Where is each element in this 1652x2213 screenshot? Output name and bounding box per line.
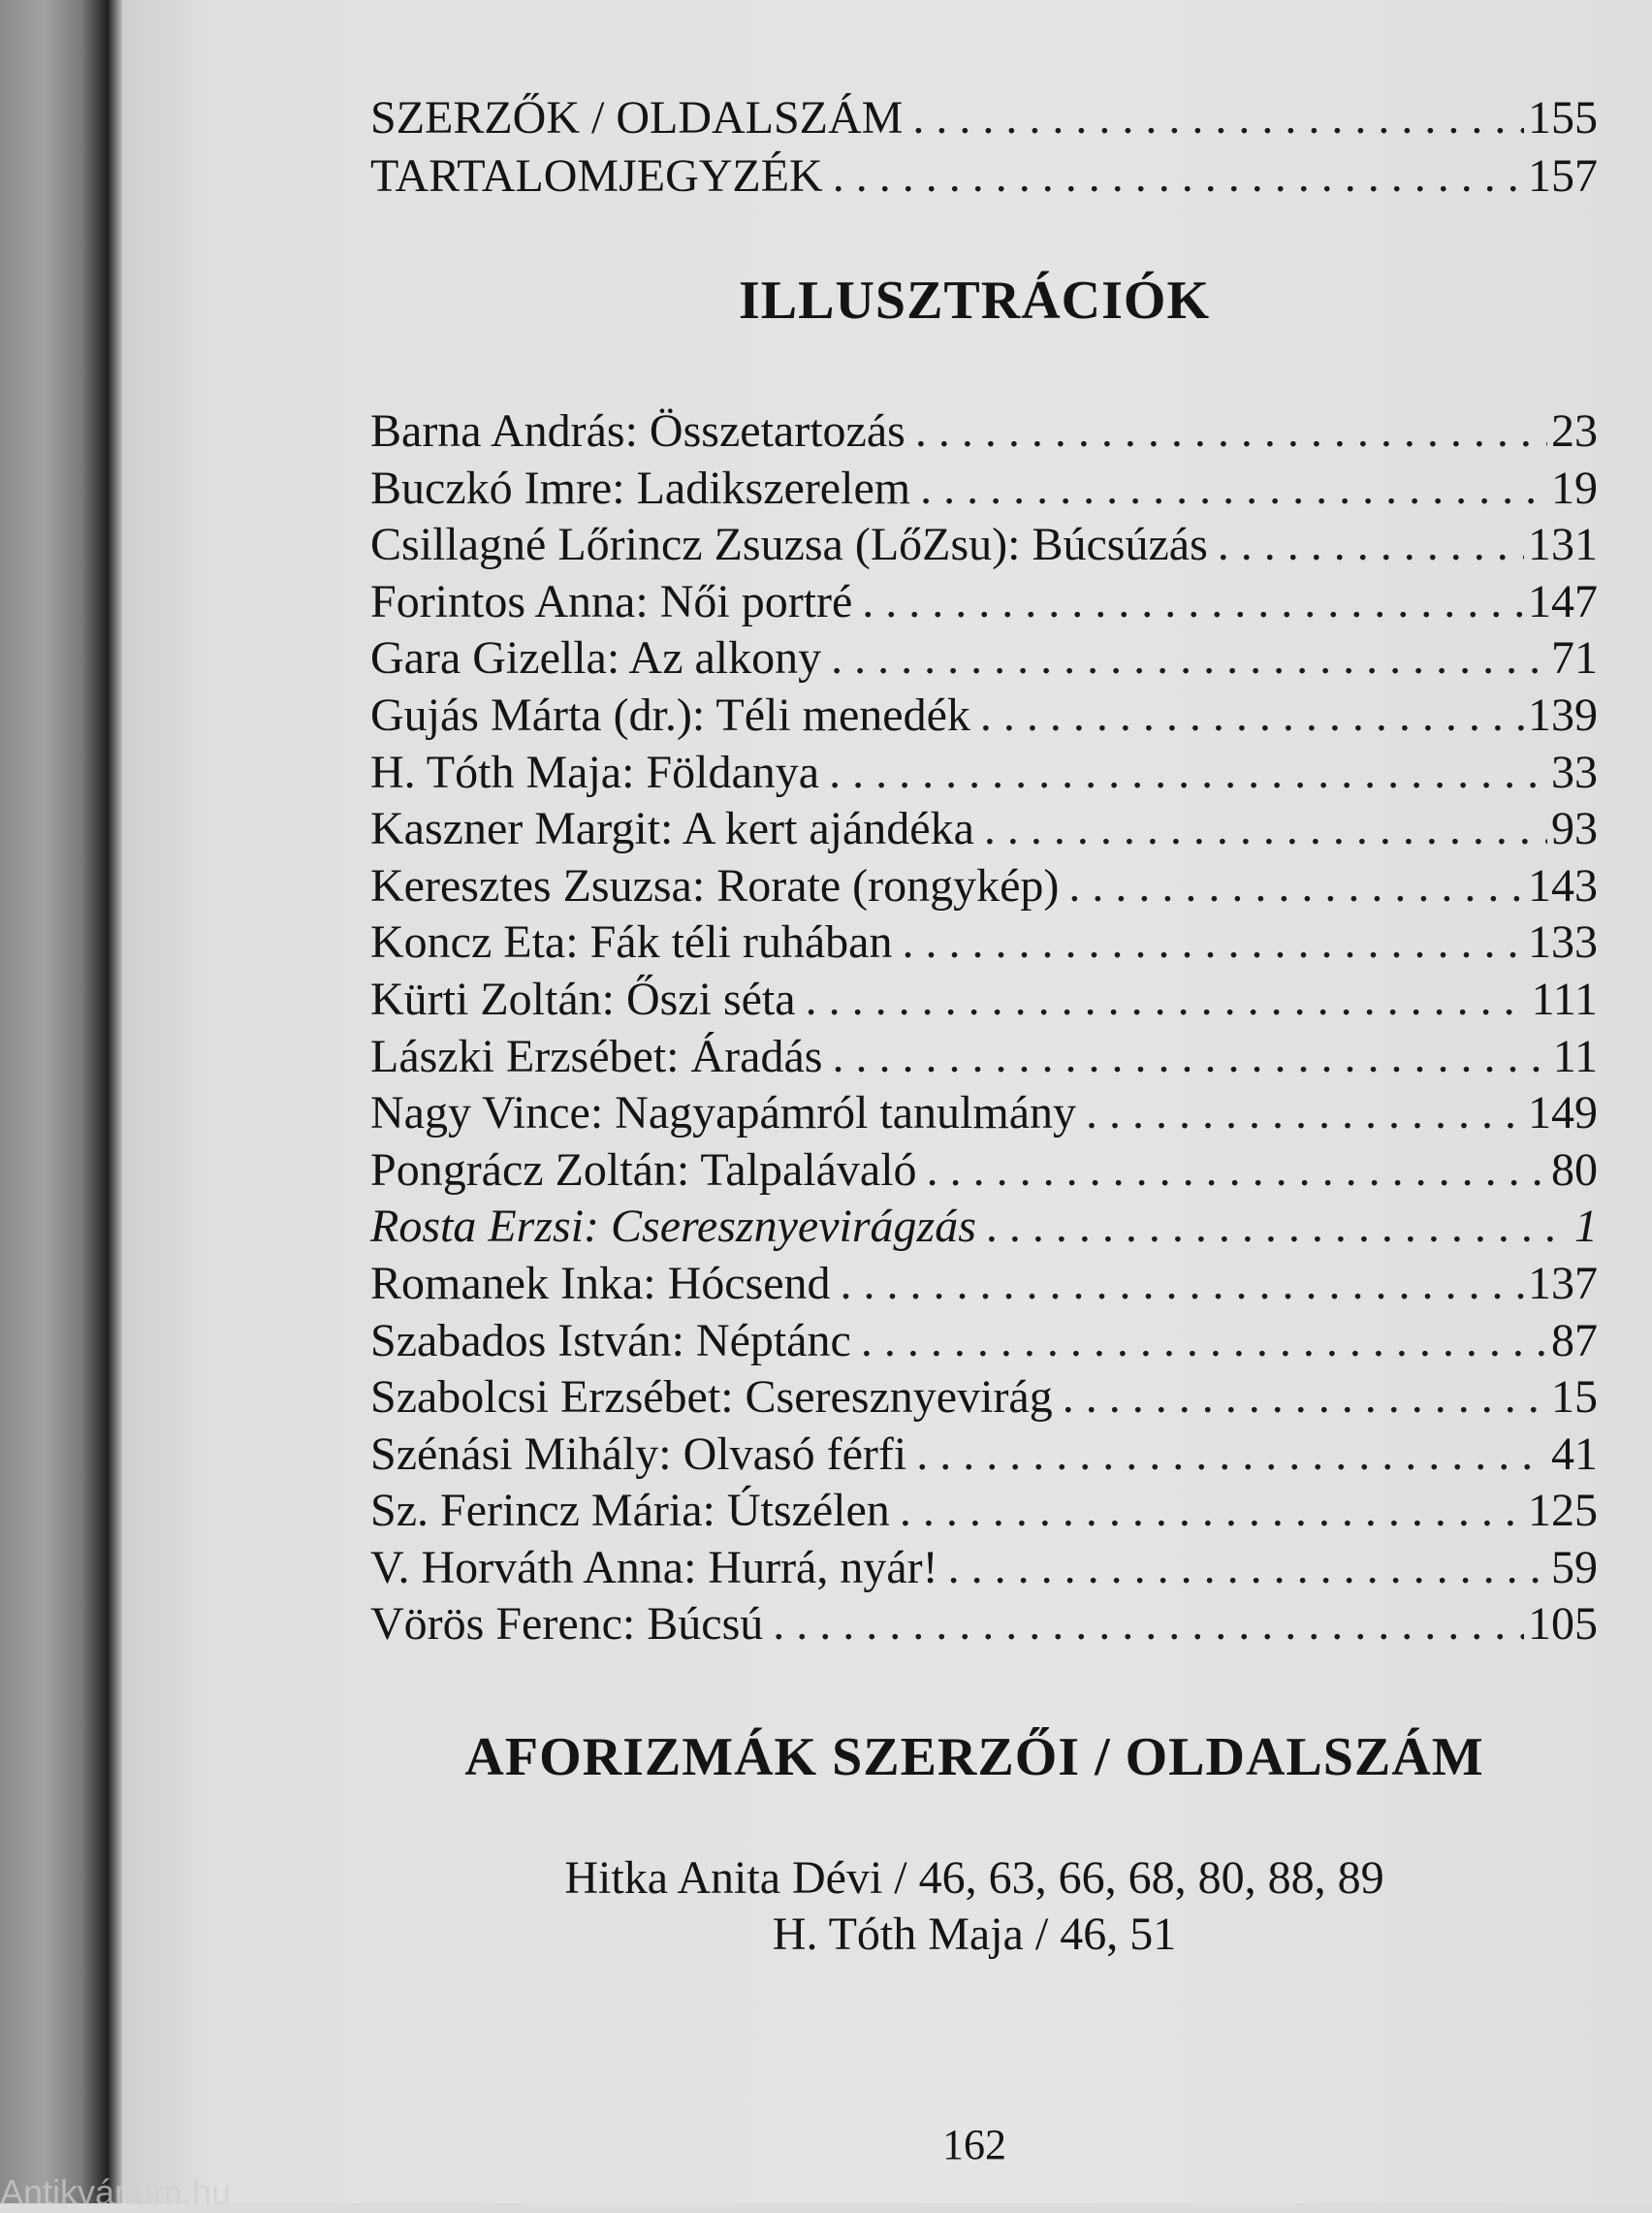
leader-dots <box>841 1256 1524 1313</box>
illustration-entry-page: 23 <box>1551 405 1598 457</box>
illustration-entry <box>370 403 1598 461</box>
leader-dots <box>916 1427 1547 1484</box>
illustration-entry-page: 131 <box>1528 519 1598 571</box>
illustration-entry-page: 125 <box>1528 1485 1598 1537</box>
illustration-entry <box>370 745 1598 802</box>
book-gutter <box>109 0 122 2203</box>
leader-dots <box>984 801 1547 858</box>
illustration-entry <box>370 858 1598 915</box>
illustration-entry <box>370 1085 1598 1142</box>
illustration-entry <box>370 1540 1598 1597</box>
toc-entry-label: SZERZŐK / OLDALSZÁM <box>370 92 904 144</box>
illustration-entry-label: Keresztes Zsuzsa: Rorate (rongykép) <box>370 859 1060 912</box>
illustration-entry <box>370 972 1598 1029</box>
illustration-entry-page: 59 <box>1551 1541 1598 1593</box>
leader-dots <box>980 688 1524 745</box>
illustration-entry <box>370 1313 1598 1370</box>
illustration-entry-label: Gujás Márta (dr.): Téli menedék <box>370 689 970 741</box>
leader-dots <box>773 1596 1524 1653</box>
toc-entry-page: 157 <box>1528 150 1598 202</box>
leader-dots <box>915 403 1547 461</box>
illustration-entry <box>370 1256 1598 1313</box>
illustration-entry-label: Vörös Ferenc: Búcsú <box>370 1598 764 1651</box>
aphorism-author-line: Hitka Anita Dévi / 46, 63, 66, 68, 80, 88, 89 <box>564 1852 1384 1904</box>
illustration-entry <box>370 1427 1598 1484</box>
illustration-entry-label: Forintos Anna: Női portré <box>370 575 853 627</box>
toc-entry-page: 155 <box>1528 92 1598 144</box>
toc-entry <box>370 89 1598 147</box>
illustration-entry <box>370 1369 1598 1427</box>
illustration-entry-label: Romanek Inka: Hócsend <box>370 1257 831 1309</box>
illustration-entry <box>370 1199 1598 1256</box>
leader-dots <box>829 745 1547 802</box>
illustration-entry <box>370 1029 1598 1086</box>
aphorisms-heading: AFORIZMÁK SZERZŐI / OLDALSZÁM <box>464 1727 1484 1787</box>
illustration-entry-page: 105 <box>1528 1598 1598 1651</box>
illustration-entry-label: Szabolcsi Erzsébet: Cseresznyevirág <box>370 1371 1053 1424</box>
leader-dots <box>1068 858 1524 915</box>
illustration-entry-label: Szabados István: Néptánc <box>370 1314 851 1366</box>
illustration-entry-page: 137 <box>1528 1257 1598 1309</box>
illustration-entry-page: 19 <box>1551 462 1598 514</box>
illustration-entry-label: Koncz Eta: Fák téli ruhában <box>370 916 893 969</box>
illustration-entry-label: Lászki Erzsébet: Áradás <box>370 1030 823 1082</box>
illustration-entry-label: Szénási Mihály: Olvasó férfi <box>370 1427 907 1480</box>
illustration-entry-page: 33 <box>1551 746 1598 798</box>
leader-dots <box>900 1483 1524 1540</box>
illustration-entry-page: 80 <box>1551 1143 1598 1196</box>
illustration-entry-label: Kürti Zoltán: Őszi séta <box>370 973 796 1025</box>
watermark: Antikvárium.hu <box>0 2172 232 2212</box>
leader-dots <box>927 1142 1547 1200</box>
illustration-entry-page: 41 <box>1551 1427 1598 1480</box>
leader-dots <box>1218 517 1524 574</box>
illustration-entry <box>370 517 1598 574</box>
leader-dots <box>1086 1085 1524 1142</box>
illustration-entry <box>370 801 1598 858</box>
leader-dots <box>912 89 1524 147</box>
illustration-entry-page: 93 <box>1551 803 1598 855</box>
page-number: 162 <box>942 2121 1006 2168</box>
leader-dots <box>806 972 1528 1029</box>
leader-dots <box>920 461 1547 518</box>
illustration-entry <box>370 1483 1598 1540</box>
illustration-entry <box>370 688 1598 745</box>
aphorisms-list <box>349 1850 1600 1963</box>
illustration-entry <box>370 630 1598 688</box>
illustration-entry-page: 11 <box>1552 1030 1598 1082</box>
illustration-entry-label: Rosta Erzsi: Cseresznyevirágzás <box>370 1201 976 1253</box>
illustration-entry-page: 143 <box>1528 859 1598 912</box>
illustration-entry-page: 87 <box>1551 1314 1598 1366</box>
illustrations-heading: ILLUSZTRÁCIÓK <box>738 271 1211 331</box>
illustration-entry <box>370 1596 1598 1653</box>
illustration-entry <box>370 914 1598 972</box>
illustration-entry-page: 15 <box>1551 1371 1598 1424</box>
illustration-entry-page: 147 <box>1528 575 1598 627</box>
illustration-entry-page: 139 <box>1528 689 1598 741</box>
top-toc-list <box>370 89 1598 206</box>
toc-entry <box>370 147 1598 206</box>
leader-dots <box>986 1199 1571 1256</box>
illustration-entry-label: Sz. Ferincz Mária: Útszélen <box>370 1485 890 1537</box>
illustration-entry-label: V. Horváth Anna: Hurrá, nyár! <box>370 1541 938 1593</box>
illustration-entry <box>370 1142 1598 1200</box>
leader-dots <box>861 1313 1547 1370</box>
leader-dots <box>1063 1369 1547 1427</box>
toc-entry-label: TARTALOMJEGYZÉK <box>370 150 823 202</box>
illustrations-list <box>370 403 1598 1653</box>
illustration-entry-page: 1 <box>1574 1201 1598 1253</box>
leader-dots <box>902 914 1524 972</box>
illustration-entry-label: H. Tóth Maja: Földanya <box>370 746 820 798</box>
illustration-entry-page: 111 <box>1531 973 1598 1025</box>
illustration-entry-label: Nagy Vince: Nagyapámról tanulmány <box>370 1087 1077 1139</box>
illustration-entry-page: 149 <box>1528 1087 1598 1139</box>
illustration-entry-label: Pongrácz Zoltán: Talpalávaló <box>370 1143 917 1196</box>
leader-dots <box>831 630 1547 688</box>
leader-dots <box>833 147 1524 206</box>
leader-dots <box>948 1540 1547 1597</box>
illustration-entry <box>370 461 1598 518</box>
leader-dots <box>832 1029 1548 1086</box>
illustration-entry-page: 71 <box>1551 632 1598 685</box>
illustration-entry-page: 133 <box>1528 916 1598 969</box>
illustration-entry-label: Buczkó Imre: Ladikszerelem <box>370 462 911 514</box>
aphorism-author-line: H. Tóth Maja / 46, 51 <box>772 1908 1177 1960</box>
illustration-entry-label: Gara Gizella: Az alkony <box>370 632 822 685</box>
leader-dots <box>862 574 1524 631</box>
book-spine <box>0 0 109 2203</box>
illustration-entry-label: Csillagné Lőrincz Zsuzsa (LőZsu): Búcsúzás <box>370 519 1208 571</box>
illustration-entry-label: Barna András: Összetartozás <box>370 405 905 457</box>
illustration-entry-label: Kaszner Margit: A kert ajándéka <box>370 803 974 855</box>
illustration-entry <box>370 574 1598 631</box>
